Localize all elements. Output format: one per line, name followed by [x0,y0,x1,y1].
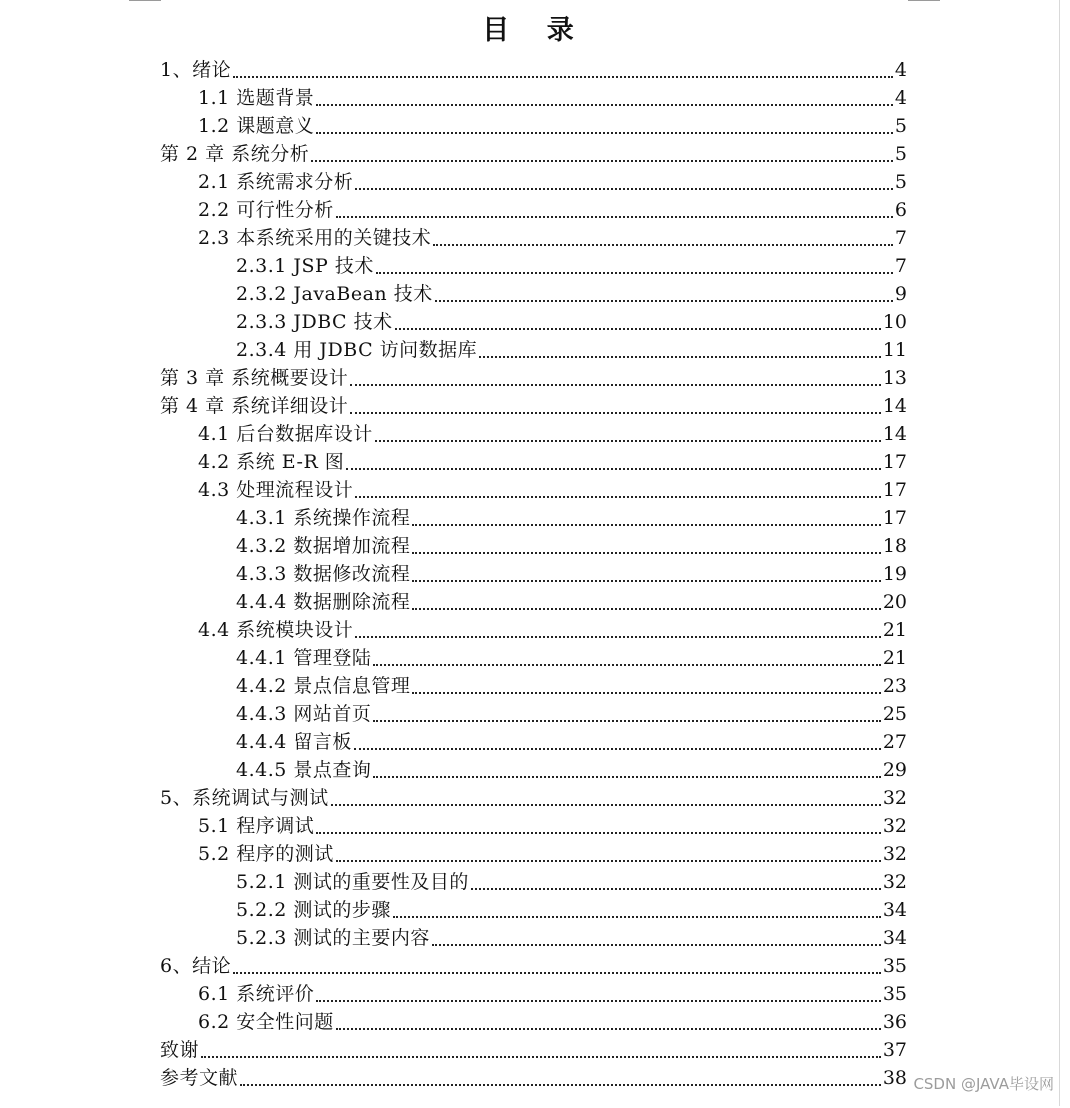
toc-entry[interactable] [236,588,907,616]
toc-entry-label: 第 3 章 系统概要设计 [160,367,349,389]
toc-entry-page-number: 5 [894,171,907,193]
toc-entry-page-number: 32 [882,787,907,809]
toc-entry[interactable] [236,728,907,756]
toc-entry-label: 2.3.3 JDBC 技术 [236,311,393,333]
toc-entry-page-number: 5 [894,115,907,137]
toc-dot-leader [350,364,881,392]
toc-dot-leader [233,952,881,980]
toc-entry-label: 5.1 程序调试 [198,815,315,837]
toc-dot-leader [316,84,893,112]
toc-dot-leader [412,588,880,616]
toc-entry[interactable] [160,952,907,980]
toc-entry-label: 4.3.3 数据修改流程 [236,563,411,585]
toc-dot-leader [412,504,880,532]
toc-entry-label: 6.1 系统评价 [198,983,315,1005]
toc-entry-page-number: 21 [882,647,907,669]
table-of-contents [0,56,1070,1092]
toc-dot-leader [336,840,881,868]
toc-entry-label: 1、绪论 [160,59,232,81]
toc-dot-leader [395,308,881,336]
toc-entry-page-number: 13 [882,367,907,389]
toc-entry-page-number: 34 [882,927,907,949]
toc-entry-page-number: 32 [882,815,907,837]
toc-entry-label: 参考文献 [160,1067,239,1089]
toc-entry[interactable] [236,644,907,672]
toc-dot-leader [201,1036,881,1064]
toc-dot-leader [354,728,881,756]
toc-entry[interactable] [198,448,907,476]
toc-entry[interactable] [160,140,907,168]
toc-entry-page-number: 4 [894,87,907,109]
toc-entry-label: 4.3 处理流程设计 [198,479,354,501]
toc-dot-leader [316,812,881,840]
toc-entry-page-number: 38 [882,1067,907,1089]
toc-entry[interactable] [160,1064,907,1092]
toc-dot-leader [233,56,893,84]
toc-entry-label: 2.3.1 JSP 技术 [236,255,374,277]
toc-entry[interactable] [236,924,907,952]
toc-entry-label: 4.2 系统 E-R 图 [198,451,345,473]
toc-entry[interactable] [236,560,907,588]
toc-entry-label: 1.2 课题意义 [198,115,315,137]
toc-entry-label: 5.2 程序的测试 [198,843,334,865]
toc-entry-page-number: 10 [882,311,907,333]
toc-entry-page-number: 17 [882,451,907,473]
toc-entry-page-number: 20 [882,591,907,613]
toc-entry[interactable] [198,840,907,868]
toc-dot-leader [316,980,881,1008]
toc-dot-leader [375,420,881,448]
toc-entry[interactable] [160,364,907,392]
toc-entry-label: 6、结论 [160,955,232,977]
toc-entry[interactable] [198,196,907,224]
toc-entry-page-number: 14 [882,395,907,417]
toc-entry[interactable] [236,532,907,560]
toc-entry[interactable] [236,672,907,700]
toc-dot-leader [376,252,893,280]
toc-entry-page-number: 5 [894,143,907,165]
toc-entry-page-number: 4 [894,59,907,81]
corner-crop-mark-right [908,0,940,1]
toc-dot-leader [373,700,880,728]
toc-dot-leader [435,280,893,308]
toc-entry-label: 4.3.2 数据增加流程 [236,535,411,557]
toc-dot-leader [350,392,881,420]
toc-entry-page-number: 27 [882,731,907,753]
toc-entry-label: 2.1 系统需求分析 [198,171,354,193]
toc-entry-page-number: 29 [882,759,907,781]
toc-entry-label: 第 4 章 系统详细设计 [160,395,349,417]
toc-entry-label: 4.1 后台数据库设计 [198,423,373,445]
toc-dot-leader [311,140,893,168]
toc-dot-leader [355,168,893,196]
toc-entry-page-number: 35 [882,955,907,977]
toc-entry-page-number: 32 [882,843,907,865]
toc-entry-label: 4.4 系统模块设计 [198,619,354,641]
toc-entry[interactable] [160,392,907,420]
toc-entry[interactable] [236,280,907,308]
toc-entry[interactable] [198,812,907,840]
toc-title: 目 录 [482,15,588,46]
toc-entry-label: 4.3.1 系统操作流程 [236,507,411,529]
toc-entry-page-number: 17 [882,507,907,529]
toc-dot-leader [331,784,881,812]
toc-entry-page-number: 34 [882,899,907,921]
toc-entry-page-number: 6 [894,199,907,221]
toc-entry-page-number: 9 [894,283,907,305]
toc-entry-label: 6.2 安全性问题 [198,1011,334,1033]
toc-entry-label: 2.3.2 JavaBean 技术 [236,283,433,305]
toc-dot-leader [432,924,881,952]
toc-entry-label: 5.2.1 测试的重要性及目的 [236,871,469,893]
toc-entry[interactable] [236,868,907,896]
toc-dot-leader [336,196,893,224]
toc-entry[interactable] [236,308,907,336]
toc-entry-page-number: 36 [882,1011,907,1033]
toc-entry[interactable] [236,252,907,280]
toc-entry[interactable] [198,616,907,644]
toc-entry[interactable] [236,700,907,728]
toc-dot-leader [412,672,880,700]
toc-entry-label: 2.3 本系统采用的关键技术 [198,227,432,249]
toc-entry[interactable] [236,336,907,364]
toc-entry-page-number: 35 [882,983,907,1005]
toc-dot-leader [373,756,880,784]
toc-dot-leader [240,1064,881,1092]
toc-dot-leader [393,896,881,924]
toc-entry-label: 5、系统调试与测试 [160,787,329,809]
toc-entry[interactable] [198,980,907,1008]
toc-entry[interactable] [236,756,907,784]
toc-entry-label: 5.2.3 测试的主要内容 [236,927,430,949]
toc-entry-label: 4.4.1 管理登陆 [236,647,372,669]
toc-entry[interactable] [160,1036,907,1064]
toc-entry[interactable] [198,420,907,448]
toc-entry-page-number: 19 [882,563,907,585]
toc-dot-leader [412,532,880,560]
toc-entry-page-number: 11 [882,339,907,361]
corner-crop-mark-left [129,0,161,1]
toc-entry-page-number: 7 [894,255,907,277]
toc-entry-page-number: 7 [894,227,907,249]
toc-entry[interactable] [160,784,907,812]
toc-dot-leader [336,1008,881,1036]
toc-dot-leader [471,868,881,896]
toc-entry-label: 4.4.5 景点查询 [236,759,372,781]
toc-entry-page-number: 25 [882,703,907,725]
toc-entry-label: 致谢 [160,1039,200,1061]
toc-entry-label: 1.1 选题背景 [198,87,315,109]
toc-dot-leader [373,644,880,672]
toc-entry-page-number: 23 [882,675,907,697]
toc-entry-label: 第 2 章 系统分析 [160,143,310,165]
toc-entry-label: 5.2.2 测试的步骤 [236,899,391,921]
toc-entry[interactable] [198,476,907,504]
toc-dot-leader [433,224,893,252]
toc-entry-label: 4.4.4 数据删除流程 [236,591,411,613]
toc-dot-leader [346,448,881,476]
toc-entry[interactable] [198,84,907,112]
toc-entry[interactable] [198,168,907,196]
toc-entry[interactable] [198,112,907,140]
toc-entry-page-number: 17 [882,479,907,501]
toc-entry-label: 4.4.2 景点信息管理 [236,675,411,697]
toc-entry-page-number: 21 [882,619,907,641]
toc-entry[interactable] [198,1008,907,1036]
toc-dot-leader [479,336,881,364]
toc-dot-leader [355,476,881,504]
toc-entry-page-number: 14 [882,423,907,445]
toc-entry[interactable] [198,224,907,252]
toc-entry-label: 4.4.4 留言板 [236,731,352,753]
toc-entry[interactable] [160,56,907,84]
toc-dot-leader [412,560,880,588]
toc-dot-leader [355,616,881,644]
toc-dot-leader [316,112,893,140]
toc-entry-label: 2.3.4 用 JDBC 访问数据库 [236,339,478,361]
toc-entry-label: 4.4.3 网站首页 [236,703,372,725]
toc-entry-page-number: 37 [882,1039,907,1061]
toc-entry[interactable] [236,504,907,532]
toc-entry[interactable] [236,896,907,924]
toc-entry-page-number: 32 [882,871,907,893]
toc-entry-label: 2.2 可行性分析 [198,199,334,221]
watermark: CSDN @JAVA毕设网 [913,1075,1054,1093]
toc-entry-page-number: 18 [882,535,907,557]
